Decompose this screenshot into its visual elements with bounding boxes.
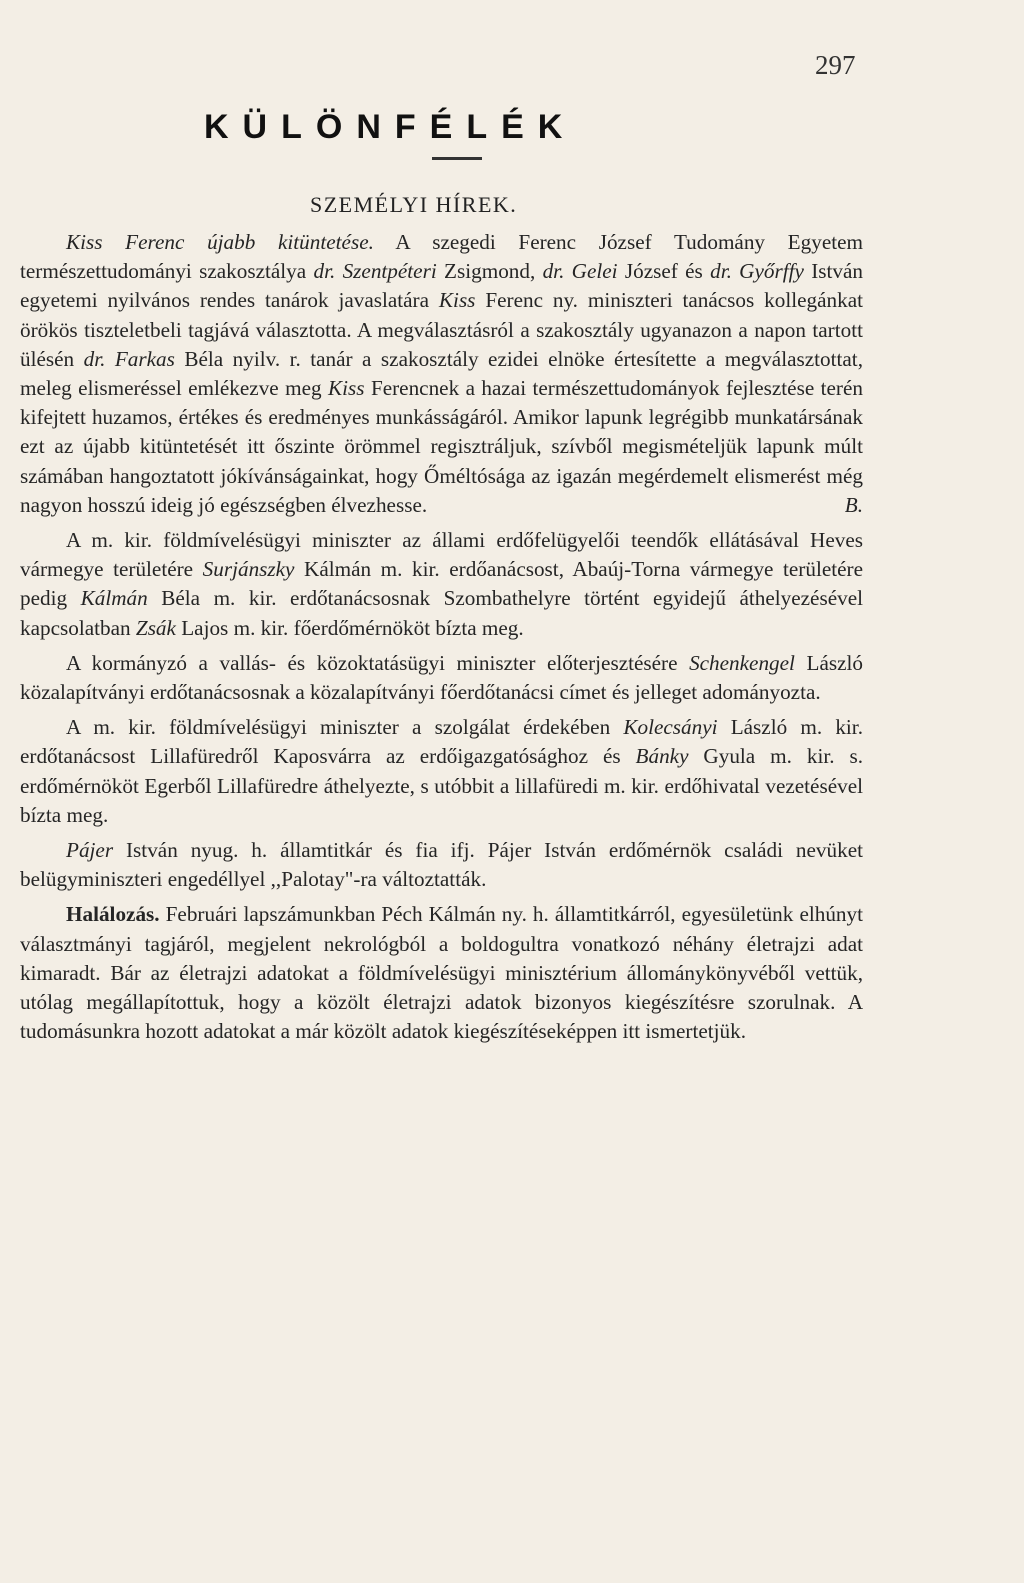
italic-name: Kálmán: [80, 586, 148, 611]
author-signature: B.: [844, 492, 863, 517]
paragraph-text: Ferencnek a hazai természettudományok fejlesztése terén kifejtett huzamos, értékes és eredményes munkásságáról. Amikor lapunk legrégibb munkatársának ezt az újabb kitüntetését itt őszinte örömmel regisztráljuk, szívből megismételjük lapunk múlt számában hangoztatott jókívánságainkat, hogy Őméltósága az igazán megérdemelt elismerést még nagyon hosszú ideig jó egészségben élvezhesse.: [20, 376, 863, 517]
subsection-title: SZEMÉLYI HÍREK.: [310, 192, 518, 217]
paragraph-text: Béla nyilv. r. tanár a szakosztály ezidei elnöke értesítette a megválasztottat, meleg elismeréssel emlékezve meg: [20, 346, 863, 401]
article-paragraph: [20, 900, 863, 1046]
paragraph-text: Ferenc ny. miniszteri tanácsos kollegánkat örökös tiszteletbeli tagjává választotta. A megválasztásról a szakosztály ugyanazon a napon tartott ülésén: [20, 288, 863, 371]
italic-name: Bánky: [635, 744, 689, 769]
paragraph-text: Februári lapszámunkban Péch Kálmán ny. h. államtitkárról, egyesületünk elhúnyt választmányi tagjáról, megjelent nekrológból a boldogultra vonatkozó néhány életrajzi adat kimaradt. Bár az életrajzi adatokat a földmívelésügyi minisztérium állománykönyvéből vettük, utólag megállapítottuk, hogy a közölt életrajzi adatok bizonyos kiegészítésre szorulnak. A tudomásunkra hozott adatokat a már közölt adatok kiegészítéseképpen itt ismertetjük.: [20, 902, 863, 1044]
italic-name: dr. Gelei: [542, 259, 618, 284]
italic-name: Surjánszky: [202, 557, 295, 582]
section-title: KÜLÖNFÉLÉK: [204, 108, 577, 146]
title-divider: [432, 157, 482, 160]
page-number: 297: [815, 50, 856, 80]
article-paragraph: [20, 713, 863, 830]
paragraph-text: István nyug. h. államtitkár és fia ifj. Pájer István erdőmérnök családi nevüket belügyminiszteri engedéllyel ,,Palotay"-ra változtatták.: [20, 838, 863, 892]
article-paragraph: [20, 526, 863, 643]
paragraph-text: A kormányzó a vallás- és közoktatásügyi miniszter előterjesztésére: [66, 650, 690, 675]
paragraph-text: László közalapítványi erdőtanácsosnak a közalapítványi főerdőtanácsi címet és jelleget adományozta.: [20, 650, 863, 705]
italic-name: Kiss Ferenc újabb kitüntetése.: [66, 230, 374, 254]
italic-name: Kiss: [328, 376, 365, 401]
italic-name: Kolecsányi: [623, 715, 718, 740]
italic-name: Schenkengel: [689, 650, 795, 675]
paragraph-text: A m. kir. földmívelésügyi miniszter a szolgálat érdekében: [66, 715, 624, 740]
italic-name: Zsák: [135, 615, 176, 640]
italic-name: Kiss: [438, 288, 476, 313]
article-body: [20, 228, 863, 1052]
paragraph-text: László m. kir. erdőtanácsost Lillafüredről Kaposvárra az erdőigazgatósághoz és: [20, 715, 863, 769]
italic-name: dr. Szentpéteri: [313, 259, 437, 284]
article-paragraph: [20, 228, 863, 520]
paragraph-text: Kálmán m. kir. erdőanácsost, Abaúj-Torna vármegye területére pedig: [20, 557, 863, 611]
italic-name: dr. Farkas: [83, 346, 175, 371]
paragraph-text: József és: [617, 259, 711, 284]
article-paragraph: [20, 649, 863, 707]
paragraph-text: Béla m. kir. erdőtanácsosnak Szombathelyre történt egyidejű áthelyezésével kapcsolatban: [20, 586, 863, 640]
paragraph-text: Zsigmond,: [436, 259, 543, 284]
paragraph-text: István egyetemi nyilvános rendes tanárok javaslatára: [20, 259, 864, 313]
paragraph-text: Lajos m. kir. főerdőmérnököt bízta meg.: [175, 615, 524, 640]
paragraph-text: Gyula m. kir. s. erdőmérnököt Egerből Lillafüredre áthelyezte, s utóbbit a lillafüredi m. kir. erdőhivatal vezetésével bízta meg.: [20, 744, 863, 827]
italic-name: Pájer: [66, 838, 114, 863]
bold-heading: Halálozás.: [66, 902, 160, 927]
paragraph-text: A m. kir. földmívelésügyi miniszter az állami erdőfelügyelői teendők ellátásával Heves vármegye területére: [20, 528, 863, 582]
italic-name: dr. Győrffy: [710, 259, 804, 284]
article-paragraph: [20, 836, 863, 894]
paragraph-text: A szegedi Ferenc József Tudomány Egyetem természettudományi szakosztálya: [20, 230, 863, 284]
